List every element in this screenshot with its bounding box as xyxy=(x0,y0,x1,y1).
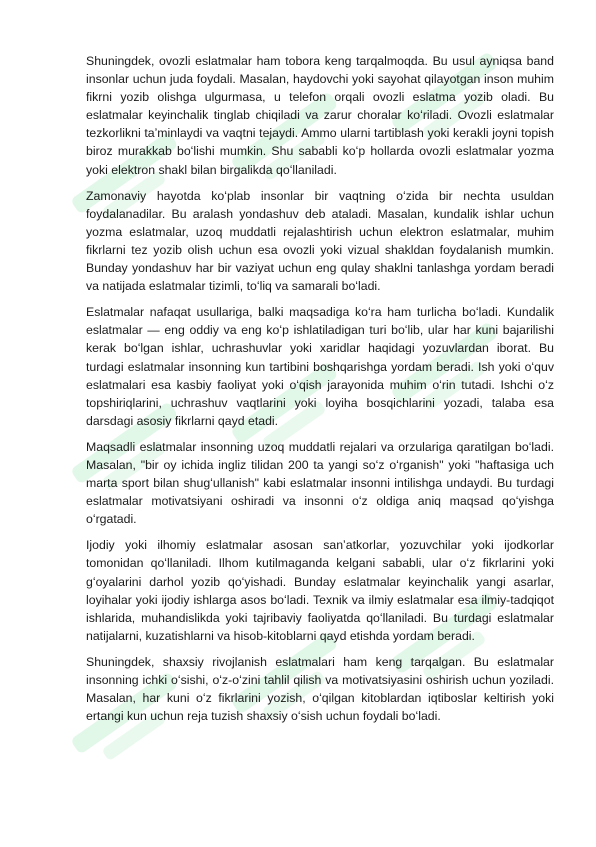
paragraph-5: Ijodiy yoki ilhomiy eslatmalar asosan sanʼatkorlar, yozuvchilar yoki ijodkorlar tomonidan qoʻllaniladi. Ilhom kutilmaganda kelgani sababli, ular oʻz fikrlarini yoki gʻoyalarini darhol yozib qoʻyishadi. Bunday eslatmalar keyinchalik yangi asarlar, loyihalar yoki ijodiy ishlarga asos boʻladi. Texnik va ilmiy eslatmalar esa ilmiy-tadqiqot ishlarida, muhandislikda yoki tajribaviy faoliyatda qoʻllaniladi. Bu turdagi eslatmalar natijalarni, kuzatishlarni va hisob-kitoblarni qayd etishda yordam beradi. xyxy=(86,538,554,643)
paragraph-1: Shuningdek, ovozli eslatmalar ham tobora keng tarqalmoqda. Bu usul ayniqsa band insonlar uchun juda foydali. Masalan, haydovchi yoki sayohat qilayotgan inson muhim fikrni yozib olishga ulgurmasa, u telefon orqali ovozli eslatma yozib oladi. Bu eslatmalar keyinchalik tinglab chiqiladi va zarur choralar koʻriladi. Ovozli eslatmalar tezkorlikni taʼminlaydi va vaqtni tejaydi. Ammo ularni tartiblash yoki kerakli joyni topish biroz murakkab boʻlishi mumkin. Shu sababli koʻp hollarda ovozli eslatmalar yozma yoki elektron shakl bilan birgalikda qoʻllaniladi. xyxy=(86,54,554,177)
paragraph-2: Zamonaviy hayotda koʻplab insonlar bir vaqtning oʻzida bir nechta usuldan foydalanadilar. Bu aralash yondashuv deb ataladi. Masalan, kundalik ishlar uchun yozma eslatmalar, uzoq muddatli rejalashtirish uchun elektron eslatmalar, muhim fikrlarni tez yozib olish uchun esa ovozli yoki vizual shakldan foydalanish mumkin. Bunday yondashuv har bir vaziyat uchun eng qulay shaklni tanlashga yordam beradi va natijada eslatmalar tizimli, toʻliq va samarali boʻladi. xyxy=(86,188,554,294)
document-body xyxy=(86,52,554,733)
paragraph-6: Shuningdek, shaxsiy rivojlanish eslatmalari ham keng tarqalgan. Bu eslatmalar insonning ichki oʻsishi, oʻz-oʻzini tahlil qilish va motivatsiyasini oshirish uchun yoziladi. Masalan, har kuni oʻz fikrlarini yozish, oʻqilgan kitoblardan iqtiboslar keltirish yoki ertangi kun uchun reja tuzish shaxsiy oʻsish uchun foydali boʻladi. xyxy=(86,654,554,724)
paragraph-3: Eslatmalar nafaqat usullariga, balki maqsadiga koʻra ham turlicha boʻladi. Kundalik eslatmalar — eng oddiy va eng koʻp ishlatiladigan turi boʻlib, ular har kuni bajarilishi kerak boʻlgan ishlar, uchrashuvlar yoki xaridlar haqidagi yozuvlardan iborat. Bu turdagi eslatmalar insonning kun tartibini boshqarishga yordam beradi. Ish yoki oʻquv eslatmalari esa kasbiy faoliyat yoki oʻqish jarayonida muhim oʻrin tutadi. Ishchi oʻz topshiriqlarini, uchrashuv vaqtlarini yoki loyiha bosqichlarini yozadi, talaba esa darsdagi asosiy fikrlarni qayd etadi. xyxy=(86,305,554,428)
paragraph-4: Maqsadli eslatmalar insonning uzoq muddatli rejalari va orzulariga qaratilgan boʻladi. Masalan, "bir oy ichida ingliz tilidan 200 ta yangi soʻz oʻrganish" yoki "haftasiga uch marta sport bilan shugʻullanish" kabi eslatmalar insonni intilishga undaydi. Bu turdagi eslatmalar motivatsiyani oshiradi va insonni oʻz oldiga aniq maqsad qoʻyishga oʻrgatadi. xyxy=(86,439,554,527)
